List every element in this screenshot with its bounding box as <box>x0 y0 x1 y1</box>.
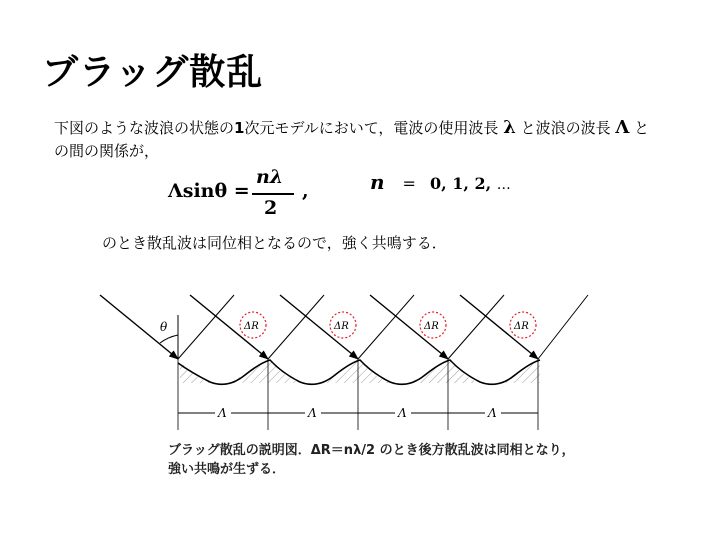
period-label-2: Λ <box>308 406 317 420</box>
lambda-symbol: λ <box>503 117 516 138</box>
formula-denominator: 2 <box>264 197 278 219</box>
diagram-caption <box>168 441 598 479</box>
intro-text-4: との間の関係が， <box>54 119 650 160</box>
theta-label: θ <box>160 320 168 334</box>
caption-line-2: 強い共鳴が生ずる． <box>168 462 286 477</box>
caption-line-1: ブラッグ散乱の説明図．ΔR＝nλ/2 のとき後方散乱波は同相となり， <box>168 443 575 458</box>
formula-numerator: nλ <box>256 166 284 188</box>
intro-num: 1 <box>234 119 245 137</box>
n-values <box>370 170 511 194</box>
capital-lambda-symbol: Λ <box>615 117 630 138</box>
front-3 <box>358 295 414 359</box>
delta-r-marker-3 <box>420 312 446 338</box>
delta-r-marker-4 <box>510 312 536 338</box>
delta-r-label-4: ΔR <box>514 321 529 332</box>
bragg-diagram <box>60 285 620 435</box>
front-4 <box>448 295 504 359</box>
intro-text-3: と波浪の波長 <box>520 119 611 137</box>
n-equals: = <box>402 174 416 193</box>
delta-r-label-2: ΔR <box>334 321 349 332</box>
period-label-4: Λ <box>488 406 497 420</box>
period-label-3: Λ <box>398 406 407 420</box>
intro-paragraph <box>54 116 664 163</box>
bragg-formula <box>168 166 328 222</box>
theta-arc <box>160 335 178 343</box>
formula-comma: , <box>302 180 309 202</box>
intro-text-1: 下図のような波浪の状態の <box>54 119 235 137</box>
delta-r-label-3: ΔR <box>424 321 439 332</box>
front-2 <box>268 295 324 359</box>
slide-title: ブラッグ散乱 <box>42 52 264 93</box>
formula-lhs: Λsinθ = <box>168 180 250 202</box>
period-label-1: Λ <box>218 406 227 420</box>
delta-r-label-1: ΔR <box>244 321 259 332</box>
n-ellipsis: … <box>496 177 511 193</box>
front-5 <box>538 295 588 359</box>
n-list: 0, 1, 2, <box>429 174 492 193</box>
front-1 <box>178 295 234 359</box>
fraction-bar <box>252 193 294 195</box>
wave-hatching <box>180 360 540 384</box>
delta-r-marker-2 <box>330 312 356 338</box>
delta-r-marker-1 <box>240 312 266 338</box>
intro-text-2: 次元モデルにおいて，電波の使用波長 <box>244 119 499 137</box>
conclusion-text: のとき散乱波は同位相となるので，強く共鳴する． <box>102 234 447 252</box>
n-variable: n <box>370 170 385 194</box>
